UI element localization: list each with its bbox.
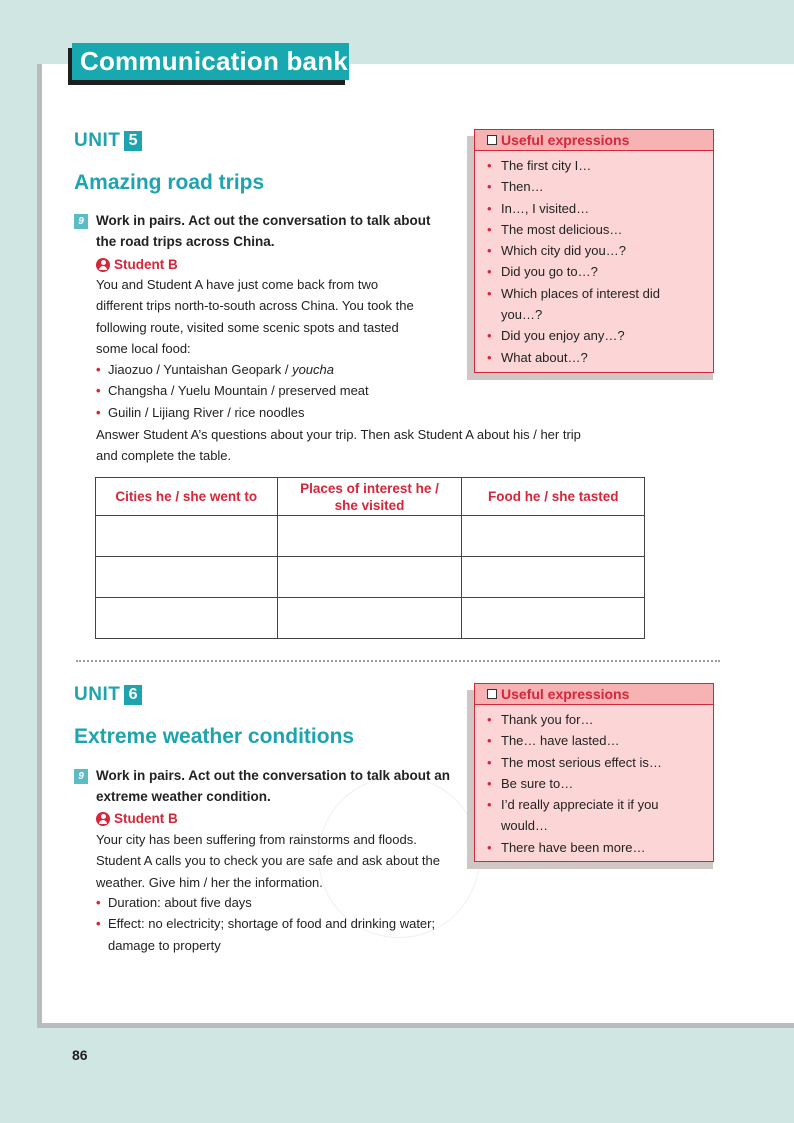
page-number: 86: [72, 1047, 88, 1063]
useful-expressions-header: [475, 684, 713, 705]
expression-item: • In…, I visited…: [487, 198, 707, 219]
useful-expressions-title: Useful expressions: [501, 686, 630, 702]
student-role: [96, 811, 178, 826]
useful-expressions-box: [474, 129, 714, 373]
body-line: some local food:: [96, 340, 191, 356]
expression-item: • The first city I…: [487, 155, 707, 176]
table-cell-input[interactable]: [96, 516, 278, 557]
column-header: Food he / she tasted: [462, 478, 645, 516]
body-line: Your city has been suffering from rainstorms and floods.: [96, 832, 417, 847]
weather-info-list: [96, 892, 451, 956]
unit-number-badge: 5: [124, 131, 142, 151]
table-row: [96, 557, 645, 598]
body-line: and complete the table.: [96, 448, 232, 464]
table-row: [96, 516, 645, 557]
expression-item: • The most serious effect is…: [487, 752, 707, 773]
table-cell-input[interactable]: [96, 598, 278, 639]
list-item: • Guilin / Lijiang River / rice noodles: [96, 402, 369, 423]
student-label: Student B: [114, 811, 178, 826]
table-cell-input[interactable]: [277, 598, 462, 639]
instruction-line: Work in pairs. Act out the conversation to talk about an: [96, 768, 451, 783]
unit-number-badge: 6: [124, 685, 142, 705]
list-item: • Effect: no electricity; shortage of food and drinking water; damage to property: [96, 913, 451, 956]
expression-item: • Which city did you…?: [487, 240, 707, 261]
unit-5-label: [74, 130, 142, 152]
person-icon: [96, 258, 110, 272]
expressions-list: [475, 151, 713, 368]
body-line: Answer Student A’s questions about your trip. Then ask Student A about his / her trip: [96, 427, 581, 442]
square-icon: [487, 135, 497, 145]
unit-label-text: UNIT: [74, 130, 121, 151]
expression-item: • Did you go to…?: [487, 261, 707, 282]
expression-item: • Thank you for…: [487, 709, 707, 730]
expression-item: • Then…: [487, 176, 707, 197]
body-line: weather. Give him / her the information.: [96, 874, 323, 890]
task-followup: [96, 424, 581, 467]
expressions-list: [475, 705, 713, 858]
list-item: • Jiaozuo / Yuntaishan Geopark / youcha: [96, 359, 369, 380]
useful-expressions-title: Useful expressions: [501, 132, 630, 148]
expression-item: • Did you enjoy any…?: [487, 325, 707, 346]
table-cell-input[interactable]: [277, 516, 462, 557]
table-cell-input[interactable]: [462, 516, 645, 557]
person-icon: [96, 812, 110, 826]
task-number-badge: 9: [74, 214, 88, 229]
section-divider: [76, 660, 720, 662]
task-number-badge: 9: [74, 769, 88, 784]
body-line: You and Student A have just come back from two: [96, 277, 379, 292]
unit-6-label: [74, 684, 142, 706]
expression-item: • The most delicious…: [487, 219, 707, 240]
table-cell-input[interactable]: [462, 598, 645, 639]
column-header: Cities he / she went to: [96, 478, 278, 516]
table-header-row: [96, 478, 645, 516]
expression-item: • There have been more…: [487, 837, 707, 858]
page-title: Communication bank: [72, 43, 349, 80]
table-row: [96, 598, 645, 639]
table-cell-input[interactable]: [96, 557, 278, 598]
instruction-line: extreme weather condition.: [96, 789, 271, 804]
trip-table: [95, 477, 645, 639]
table-cell-input[interactable]: [462, 557, 645, 598]
section-title: Extreme weather conditions: [74, 725, 355, 748]
list-item: • Changsha / Yuelu Mountain / preserved meat: [96, 380, 369, 401]
list-item: • Duration: about five days: [96, 892, 451, 913]
body-line: different trips north-to-south across China. You took the: [96, 298, 414, 314]
unit-label-text: UNIT: [74, 684, 121, 705]
column-header: Places of interest he / she visited: [277, 478, 462, 516]
useful-expressions-header: [475, 130, 713, 151]
route-list: [96, 359, 369, 423]
task-instruction: [96, 210, 431, 252]
expression-item: • What about…?: [487, 347, 707, 368]
table-cell-input[interactable]: [277, 557, 462, 598]
task-description: [96, 274, 414, 359]
task-description: [96, 829, 440, 893]
expression-item: • Which places of interest did you…?: [487, 283, 671, 326]
instruction-line: Work in pairs. Act out the conversation to talk about: [96, 213, 431, 228]
square-icon: [487, 689, 497, 699]
section-title: Amazing road trips: [74, 171, 265, 194]
task-instruction: [96, 765, 450, 807]
useful-expressions-box: [474, 683, 714, 862]
instruction-line: the road trips across China.: [96, 234, 275, 249]
student-role: [96, 257, 178, 272]
expression-item: • I’d really appreciate it if you would…: [487, 794, 671, 837]
expression-item: • The… have lasted…: [487, 730, 707, 751]
body-line: following route, visited some scenic spots and tasted: [96, 319, 399, 335]
expression-item: • Be sure to…: [487, 773, 707, 794]
body-line: Student A calls you to check you are safe and ask about the: [96, 853, 441, 869]
student-label: Student B: [114, 257, 178, 272]
